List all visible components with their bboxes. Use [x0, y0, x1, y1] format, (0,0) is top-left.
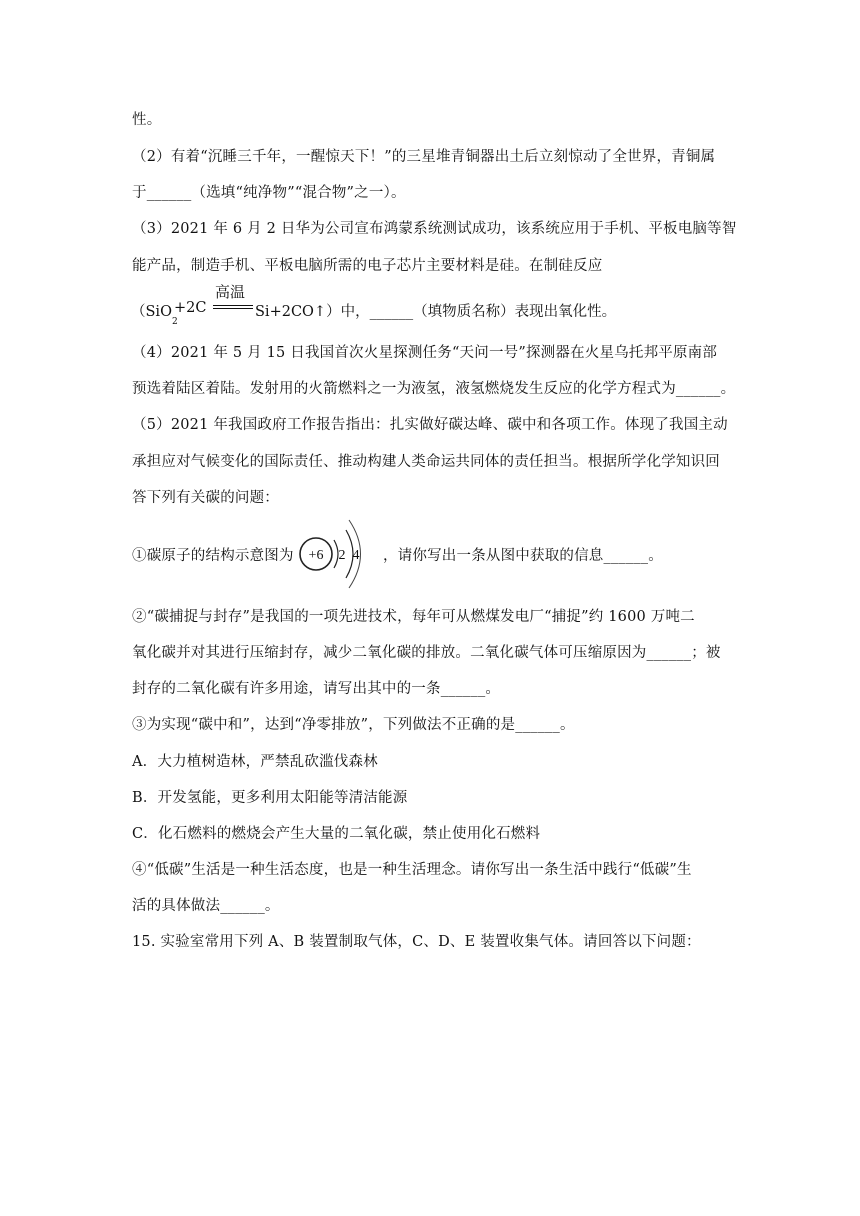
option-c: C．化石燃料的燃烧会产生大量的二氧化碳，禁止使用化石燃料: [132, 826, 541, 842]
option-b: B．开发氢能，更多利用太阳能等清洁能源: [132, 790, 408, 806]
question-4-line-2: 预选着陆区着陆。发射用的火箭燃料之一为液氢，液氢燃烧发生反应的化学方程式为______。: [132, 381, 736, 397]
carbon-structure-question: ，请你写出一条从图中获取的信息______。: [383, 548, 663, 564]
reaction-sio-text: （SiO: [131, 304, 172, 320]
sub-question-4-line-2: 活的具体做法______。: [132, 898, 280, 914]
reaction-products: Si+2CO↑）中，______（填物质名称）表现出氧化性。: [255, 304, 617, 320]
text-line-1: 性。: [132, 112, 162, 128]
question-3-line-2: 能产品，制造手机、平板电脑所需的电子芯片主要材料是硅。在制硅反应: [132, 258, 603, 274]
sub-question-4-line-1: ④“低碳”生活是一种生活态度，也是一种生活理念。请你写出一条生活中践行“低碳”生: [132, 862, 692, 878]
shell-1-electrons: 2: [338, 548, 346, 563]
sub-question-2-line-3: 封存的二氧化碳有许多用途，请写出其中的一条______。: [132, 681, 501, 697]
question-4-line-1: （4）2021 年 5 月 15 日我国首次火星探测任务“天问一号”探测器在火星乌托邦平原南部: [132, 345, 718, 361]
question-5-line-1: （5）2021 年我国政府工作报告指出：扎实做好碳达峰、碳中和各项工作。体现了我国主动: [132, 417, 728, 433]
question-5-line-3: 答下列有关碳的问题：: [132, 490, 279, 506]
sub-question-2-line-1: ②“碳捕捉与封存”是我国的一项先进技术，每年可从燃煤发电厂“捕捉”约 1600 万吨二: [132, 609, 695, 625]
question-5-line-2: 承担应对气候变化的国际责任、推动构建人类命运共同体的责任担当。根据所学化学知识回: [132, 454, 720, 470]
question-2-line-1: （2）有着“沉睡三千年，一醒惊天下！”的三星堆青铜器出土后立刻惊动了全世界，青铜属: [132, 149, 716, 165]
reaction-equals-sign: [213, 305, 253, 309]
reaction-reactant-c: +2C: [174, 300, 207, 316]
sub-question-3: ③为实现“碳中和”，达到“净零排放”，下列做法不正确的是______。: [132, 717, 575, 733]
reaction-condition: 高温: [215, 283, 246, 301]
reaction-subscript: 2: [171, 316, 178, 327]
carbon-atom-structure-diagram: [296, 512, 380, 596]
question-3-line-1: （3）2021 年 6 月 2 日华为公司宣布鸿蒙系统测试成功，该系统应用于手机、平板电脑等智: [132, 221, 737, 237]
carbon-structure-intro: ①碳原子的结构示意图为: [132, 548, 294, 564]
shell-2-electrons: 4: [352, 548, 360, 563]
reaction-reactant-sio: [131, 300, 178, 327]
shell-1-arc: [334, 540, 338, 568]
question-15: 15. 实验室常用下列 A、B 装置制取气体，C、D、E 装置收集气体。请回答以下问题：: [132, 934, 701, 950]
option-a: A．大力植树造林，严禁乱砍滥伐森林: [132, 754, 378, 770]
sub-question-2-line-2: 氧化碳并对其进行压缩封存，减少二氧化碳的排放。二氧化碳气体可压缩原因为______；被: [132, 645, 721, 661]
nucleus-charge: +6: [308, 548, 324, 563]
question-2-line-2: 于______（选填“纯净物”“混合物”之一）。: [132, 185, 406, 201]
